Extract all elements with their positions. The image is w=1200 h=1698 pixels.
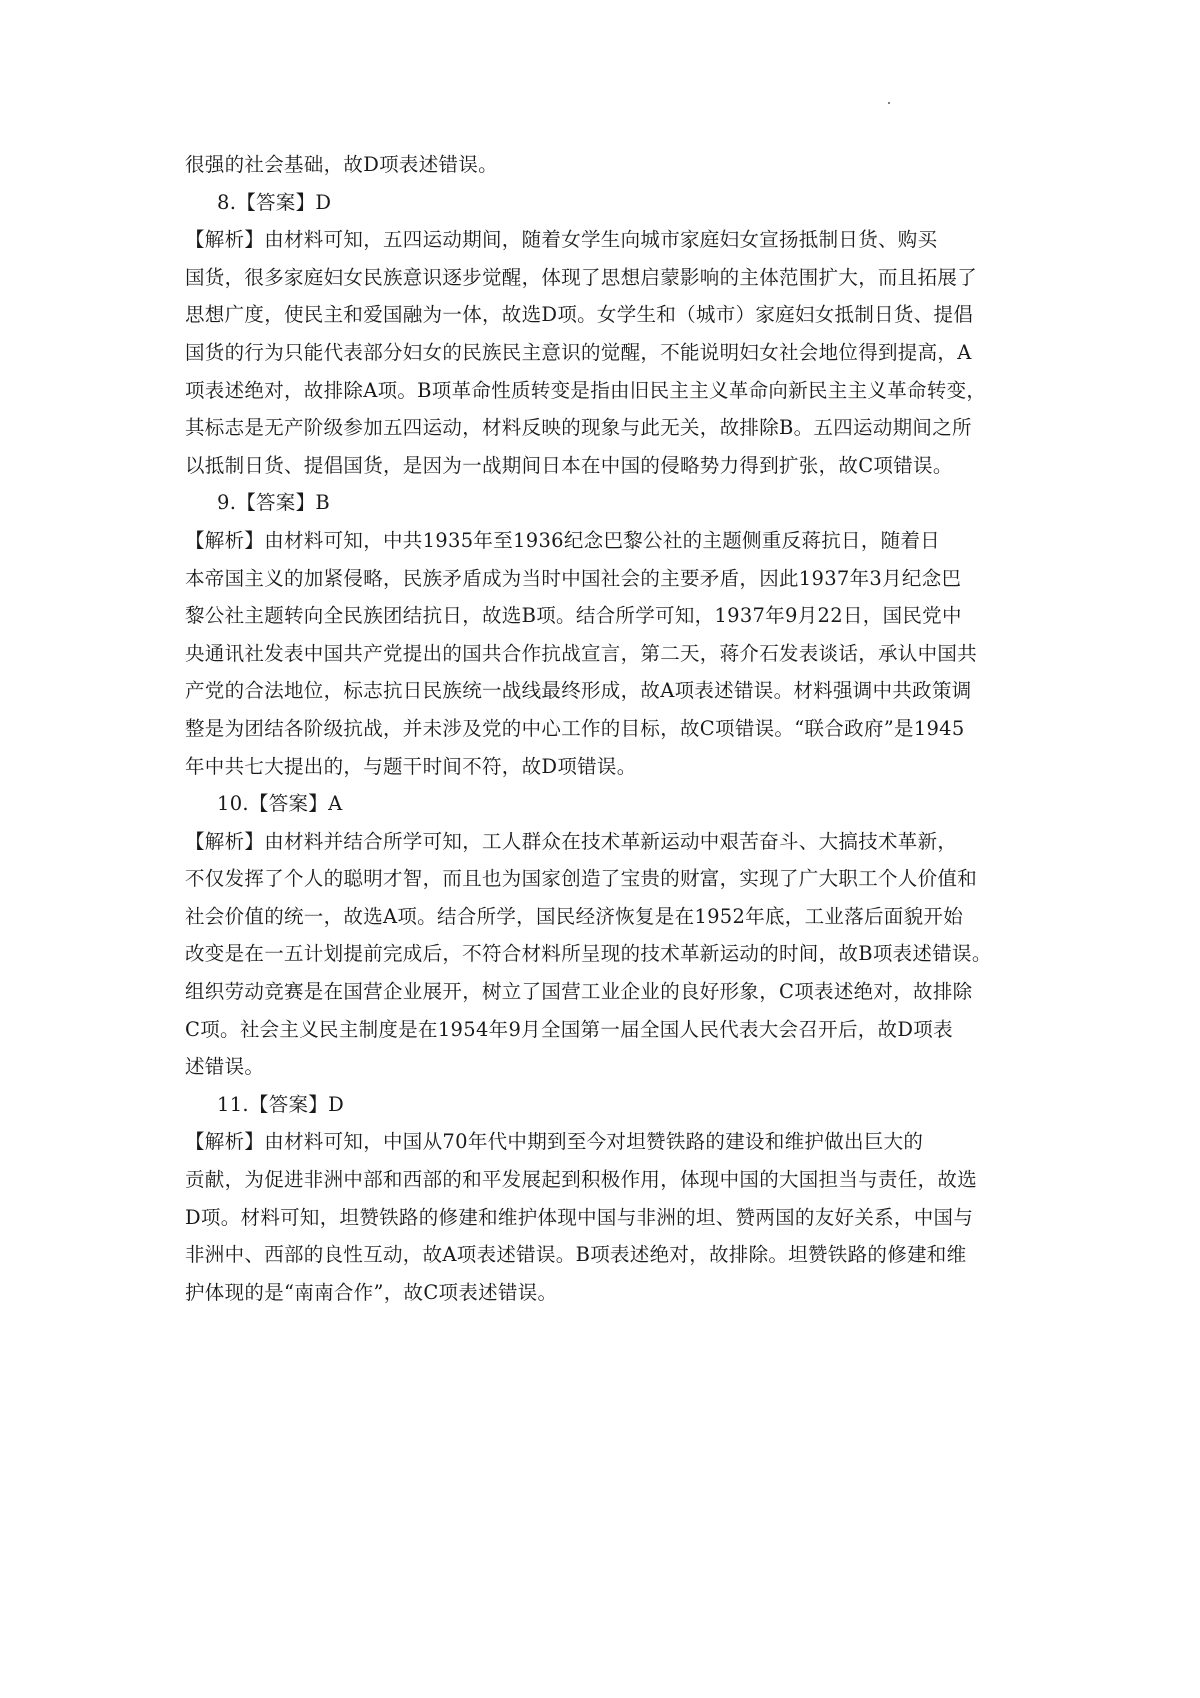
analysis-paragraph-8: 【解析】由材料可知，五四运动期间，随着女学生向城市家庭妇女宣扬抵制日货、购买 国货，很多家庭妇女民族意识逐步觉醒，体现了思想启蒙影响的主体范围扩大，而且拓展了 思想广度，使民主和爱国融为一体，故选D项。女学生和（城市）家庭妇女抵制日货、提倡 国货的行为只能代表部分妇女的民族民主意识的觉醒，不能说明妇女社会地位得到提高，A 项表述绝对，故排除A项。B项革命性质转变是指由旧民主主义革命向新民主主义革命转变， 其标志是无产阶级参加五四运动，材料反映的现象与此无关，故排除B。五四运动期间之所 以抵制日货、提倡国货，是因为一战期间日本在中国的侵略势力得到扩张，故C项错误。 [185, 228, 987, 477]
answer-line-11: 11.【答案】D [217, 1092, 345, 1116]
answer-line-8: 8.【答案】D [217, 190, 332, 214]
analysis-paragraph-10: 【解析】由材料并结合所学可知，工人群众在技术革新运动中艰苦奋斗、大搞技术革新， 不仅发挥了个人的聪明才智，而且也为国家创造了宝贵的财富，实现了广大职工个人价值和 社会价值的统一，故选A项。结合所学，国民经济恢复是在1952年底，工业落后面貌开始 改变是在一五计划提前完成后，不符合材料所呈现的技术革新运动的时间，故B项表述错误。 组织劳动竞赛是在国营企业展开，树立了国营工业企业的良好形象，C项表述绝对，故排除 C项。社会主义民主制度是在1954年9月全国第一届全国人民代表大会召开后，故D项表 述错误。 [185, 829, 992, 1079]
answer-document [185, 146, 1007, 1311]
intro-paragraph: 很强的社会基础，故D项表述错误。 [185, 153, 498, 176]
analysis-paragraph-11: 【解析】由材料可知，中国从70年代中期到至今对坦赞铁路的建设和维护做出巨大的 贡献，为促进非洲中部和西部的和平发展起到积极作用，体现中国的大国担当与责任，故选 D项。材料可知，坦赞铁路的修建和维护体现中国与非洲的坦、赞两国的友好关系，中国与 非洲中、西部的良性互动，故A项表述错误。B项表述绝对，故排除。坦赞铁路的修建和维 护体现的是“南南合作”，故C项表述错误。 [185, 1130, 978, 1304]
answer-line-9: 9.【答案】B [217, 491, 331, 515]
analysis-paragraph-9: 【解析】由材料可知，中共1935年至1936纪念巴黎公社的主题侧重反蒋抗日，随着日 本帝国主义的加紧侵略，民族矛盾成为当时中国社会的主要矛盾，因此1937年3月纪念巴 黎公社主题转向全民族团结抗日，故选B项。结合所学可知，1937年9月22日，国民党中 央通讯社发表中国共产党提出的国共合作抗战宣言，第二天，蒋介石发表谈话，承认中国共 产党的合法地位，标志抗日民族统一战线最终形成，故A项表述错误。材料强调中共政策调 整是为团结各阶级抗战，并未涉及党的中心工作的目标，故C项错误。“联合政府”是1945 年中共七大提出的，与题干时间不符，故D项错误。 [185, 528, 978, 778]
answer-line-10: 10.【答案】A [217, 792, 343, 816]
scan-speck [888, 102, 890, 104]
